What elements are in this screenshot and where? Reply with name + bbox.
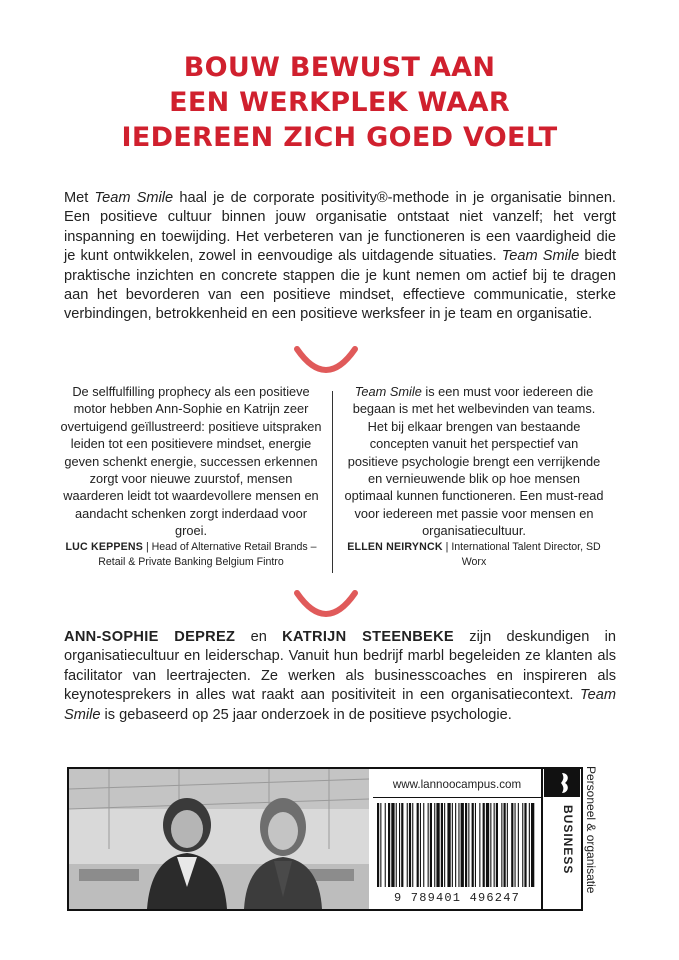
barcode-bar — [518, 803, 519, 887]
barcode-bar — [504, 803, 506, 887]
author-photo — [69, 769, 369, 909]
smile-icon-bottom — [291, 589, 361, 619]
author-name-2: KATRIJN STEENBEKE — [282, 629, 454, 645]
headline-line-1: BOUW BEWUST AAN — [183, 52, 496, 83]
barcode-bar — [436, 803, 439, 887]
quotes-section — [60, 383, 620, 583]
barcode-bar — [465, 803, 467, 887]
barcode-bar — [490, 803, 491, 887]
quote-keppens-name: LUC KEPPENS — [65, 540, 143, 553]
publisher-logo-icon — [544, 769, 580, 797]
quote-divider — [332, 391, 333, 573]
author-bio — [64, 628, 616, 725]
intro-text-1: Met — [64, 190, 95, 206]
barcode-bar — [423, 803, 424, 887]
barcode-bar — [472, 803, 474, 887]
quote-neirynck-text — [343, 383, 605, 540]
quote-neirynck-body: is een must voor iedereen die begaan is met het welbevinden van teams. Het bij elkaar brengen van bestaande concepten vanuit het perspectief van positieve psychologie brengt een verrijkende en vernieuwende blik op hoe mensen optimaal kunnen functioneren. Een must-read voor iedereen met passie voor mensen en organisatiecultuur. — [344, 384, 604, 539]
barcode-bar — [417, 803, 419, 887]
barcode-bar — [501, 803, 502, 887]
barcode-bar — [479, 803, 480, 887]
barcode-bar — [447, 803, 450, 887]
footer-box — [67, 767, 583, 911]
bio-and: en — [235, 629, 283, 645]
barcode-bar — [522, 803, 523, 887]
barcode-bar — [444, 803, 445, 887]
barcode-bar — [496, 803, 498, 887]
barcode-bar — [388, 803, 390, 887]
intro-paragraph — [64, 189, 616, 325]
barcode-bar — [399, 803, 400, 887]
barcode-bar — [468, 803, 469, 887]
footer-divider — [541, 769, 543, 909]
barcode-bar — [515, 803, 516, 887]
barcode-bar — [461, 803, 464, 887]
intro-text-2: haal je de corporate positivity®-methode in je organisatie binnen. Een positieve cultuur binnen jouw organisatie ontstaat niet vanzelf; het vergt inspanning en toewijding. Het verbeteren van je functioneren is een vaardigheid die je kunt ontwikkelen, zowel in eenvoudige als uitdagende situaties. — [64, 190, 616, 265]
barcode-bar — [529, 803, 530, 887]
intro-title-1: Team Smile — [94, 190, 174, 206]
barcode-bar — [483, 803, 485, 887]
bio-title: Team Smile — [64, 687, 616, 723]
barcode-bar — [486, 803, 489, 887]
barcode-bar — [407, 803, 408, 887]
barcode-bar — [391, 803, 394, 887]
barcode-bar — [420, 803, 421, 887]
bio-text-2: is gebaseerd op 25 jaar onderzoek in de positieve psychologie. — [100, 706, 512, 723]
barcode-bar — [531, 803, 534, 887]
barcode-bar — [396, 803, 397, 887]
genre-label: BUSINESS — [561, 805, 575, 875]
barcode-bar — [475, 803, 476, 887]
quote-keppens-text: De selffulfilling prophecy als een positieve motor hebben Ann-Sophie en Katrijn zeer overtuigend geïllustreerd: positieve uitspraken leiden tot een positievere mindset, energie geven schenkt energie, successen erkennen zorgt voor nieuwe zuurstof, mensen waarderen leidt tot waardevollere mensen en aandacht schenken zorgt inderdaad voor groei. — [60, 384, 322, 539]
barcode-bar — [401, 803, 403, 887]
category-label: Personeel & organisatie — [584, 766, 598, 894]
barcode-bar — [458, 803, 459, 887]
barcode — [375, 803, 539, 893]
website-url[interactable]: www.lannoocampus.com — [373, 773, 541, 798]
intro-title-2: Team Smile — [501, 248, 580, 265]
barcode-bar — [455, 803, 456, 887]
barcode-bar — [494, 803, 495, 887]
barcode-bar — [507, 803, 508, 887]
barcode-bar — [380, 803, 381, 887]
barcode-bar — [385, 803, 386, 887]
quote-neirynck-attribution — [343, 540, 605, 570]
barcode-bar — [428, 803, 429, 887]
barcode-bar — [511, 803, 513, 887]
quote-neirynck-role: | International Talent Director, SD Worx — [442, 540, 601, 568]
barcode-bar — [524, 803, 526, 887]
barcode-bar — [434, 803, 435, 887]
intro-text-3: biedt praktische inzichten en concrete stappen die je kunt nemen om actief bij te dragen aan het bevorderen van een positieve mindset, effectieve communicatie, sterke verbindingen, betrokkenheid en een positieve werksfeer in je team en organisatie. — [64, 248, 617, 323]
headline-line-2: EEN WERKPLEK WAAR — [169, 87, 510, 118]
quote-keppens-attribution — [60, 540, 322, 570]
bio-text-1: zijn deskundigen in organisatiecultuur en leiderschap. Vanuit hun bedrijf marbl begeleiden ze klanten als facilitator van leertrajecten. Ze werken als businesscoaches en inspireren als keynotesprekers in alles wat raakt aan positiviteit in een organisatiecontext. — [64, 629, 616, 704]
barcode-bar — [452, 803, 453, 887]
barcode-bar — [430, 803, 432, 887]
headline-line-3: IEDEREEN ZICH GOED VOELT — [121, 122, 558, 153]
barcode-bar — [377, 803, 379, 887]
smile-icon-top — [291, 345, 361, 375]
quote-keppens-role: | Head of Alternative Retail Brands – Retail & Private Banking Belgium Fintro — [98, 540, 317, 568]
headline — [0, 50, 679, 155]
barcode-bar — [409, 803, 411, 887]
isbn-number: 9 789401 496247 — [393, 891, 521, 905]
author-name-1: ANN-SOPHIE DEPREZ — [64, 629, 236, 645]
quote-neirynck-title: Team Smile — [354, 384, 422, 399]
quote-neirynck-name: ELLEN NEIRYNCK — [347, 540, 443, 553]
barcode-bar — [412, 803, 413, 887]
barcode-bar — [441, 803, 443, 887]
quote-keppens — [60, 383, 322, 570]
quote-neirynck — [343, 383, 605, 570]
